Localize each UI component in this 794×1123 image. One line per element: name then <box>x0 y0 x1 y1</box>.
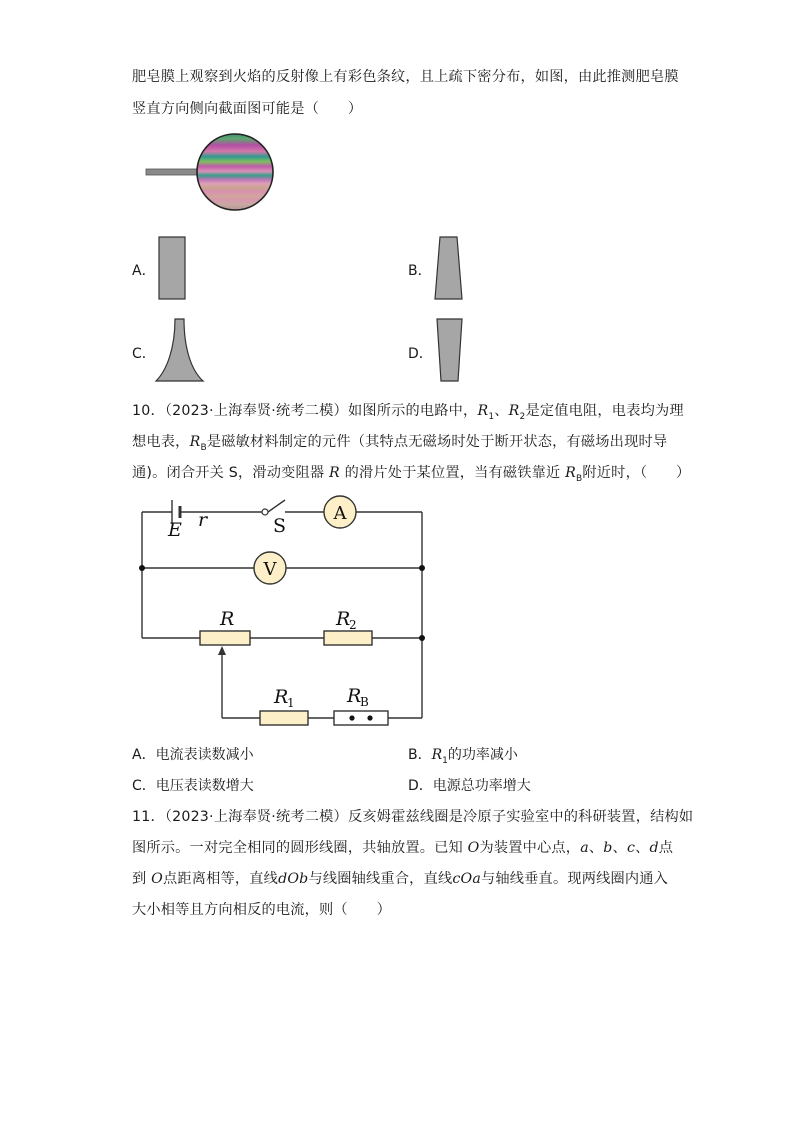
label-e: E <box>168 519 182 541</box>
q11-line2-post: 点 <box>658 840 674 856</box>
q10-option-b-pre: B． <box>408 747 432 763</box>
q10-line3-pre: 通)。闭合开关 S，滑动变阻器 <box>132 465 330 481</box>
junction-left <box>139 565 145 571</box>
q11-o-var: O <box>467 840 480 856</box>
q10-rb-var: R <box>189 434 201 450</box>
q11-text-line1: 11．（2023·上海奉贤·统考二模）反亥姆霍兹线圈是冷原子实验室中的科研装置，结构如 <box>132 809 694 825</box>
q11-line3-mid1: 点距离相等，直线 <box>162 871 279 887</box>
q9-option-b-label: B． <box>408 263 432 279</box>
label-rb-sub: B <box>360 695 369 709</box>
q10-line3-mid: 的滑片处于某位置，当有磁铁靠近 <box>339 465 566 481</box>
switch-terminal <box>262 509 268 515</box>
rb-dot-left <box>349 715 354 720</box>
q10-option-a: A．电流表读数减小 <box>132 747 254 763</box>
rb-dot-right <box>367 715 372 720</box>
q10-line2-post: 是磁敏材料制定的元件（其特点无磁场时处于断开状态，有磁场出现时导 <box>206 434 668 450</box>
slider-arrow <box>218 646 226 655</box>
label-r-rheostat: R <box>220 608 235 630</box>
q10-line1-post: 是定值电阻，电表均为理 <box>525 403 684 419</box>
q11-b-var: b <box>603 840 613 856</box>
q10-r1-var: R <box>477 403 489 419</box>
q9-option-b-shape <box>434 236 466 302</box>
switch-lever <box>268 500 285 512</box>
q10-r2-var: R <box>508 403 520 419</box>
q9-text-line2: 竖直方向侧向截面图可能是（ ） <box>132 101 363 117</box>
label-r2: R <box>336 608 351 630</box>
q10-line3-post: 附近时，（ ） <box>582 465 691 481</box>
q11-line3-pre: 到 <box>132 871 152 887</box>
q11-c-var: c <box>626 840 636 856</box>
rheostat-r <box>200 631 250 645</box>
q9-option-a-shape <box>158 236 188 302</box>
q10-option-d: D．电源总功率增大 <box>408 778 531 794</box>
q11-line3-mid2: 与线圈轴线重合，直线 <box>308 871 453 887</box>
q10-r-var: R <box>329 465 340 481</box>
q11-sep-1: 、 <box>588 840 604 856</box>
q11-dob-var: dOb <box>278 871 309 887</box>
label-v: V <box>263 559 277 580</box>
q11-text-line2 <box>132 837 673 857</box>
resistor-r1 <box>260 711 308 725</box>
resistor-r2 <box>324 631 372 645</box>
q10-text-line2 <box>132 431 667 453</box>
q10-option-c: C．电压表读数增大 <box>132 778 254 794</box>
q10-r1-sub: 1 <box>488 411 495 422</box>
q11-line3-post: 与轴线垂直。现两线圈内通入 <box>481 871 669 887</box>
q11-a-var: a <box>580 840 589 856</box>
q9-option-a-label: A． <box>132 263 156 279</box>
q9-option-c-shape <box>155 318 205 384</box>
q10-sep: 、 <box>494 403 509 419</box>
q11-line2-mid: 为装置中心点， <box>479 840 581 856</box>
q9-option-d-label: D． <box>408 346 433 362</box>
q11-o-var-2: O <box>151 871 163 887</box>
magnetic-element-rb <box>334 711 388 725</box>
junction-right-mid <box>419 635 425 641</box>
junction-right-top <box>419 565 425 571</box>
label-r-internal: r <box>198 509 208 531</box>
circuit-diagram <box>130 490 430 730</box>
q10-option-b-sub: 1 <box>442 755 448 766</box>
q10-option-b <box>408 744 518 766</box>
q9-option-d-shape <box>436 318 466 384</box>
q10-text-line1 <box>132 400 684 422</box>
label-r2-sub: 2 <box>349 618 357 632</box>
q10-option-b-post: 的功率减小 <box>447 747 518 763</box>
q10-line2-pre: 想电表， <box>132 434 190 450</box>
q10-rb-var-2: R <box>565 465 577 481</box>
label-r1-sub: 1 <box>287 696 295 710</box>
q11-text-line4: 大小相等且方向相反的电流，则（ ） <box>132 902 391 918</box>
q11-coa-var: cOa <box>452 871 481 887</box>
wire-handle <box>146 169 198 175</box>
q9-text-line1: 肥皂膜上观察到火焰的反射像上有彩色条纹，且上疏下密分布，如图，由此推测肥皂膜 <box>132 69 679 85</box>
label-a: A <box>333 503 347 524</box>
q10-text-line3 <box>132 462 690 484</box>
soap-film-figure <box>140 130 280 216</box>
q11-text-line3 <box>132 868 668 888</box>
q11-d-var: d <box>649 840 659 856</box>
label-s: S <box>273 515 287 537</box>
q10-rb-sub-2: B <box>576 473 583 484</box>
q10-line1-pre: 10．（2023·上海奉贤·统考二模）如图所示的电路中， <box>132 403 478 419</box>
q11-line2-pre: 图所示。一对完全相同的圆形线圈，共轴放置。已知 <box>132 840 468 856</box>
label-r1: R <box>274 686 289 708</box>
label-rb: R <box>347 685 362 707</box>
q10-r2-sub: 2 <box>519 411 526 422</box>
q9-option-c-label: C． <box>132 346 156 362</box>
q10-rb-sub: B <box>200 442 207 453</box>
q11-sep-2: 、 <box>612 840 627 856</box>
q10-option-b-var: R <box>431 747 443 763</box>
q11-sep-3: 、 <box>635 840 650 856</box>
